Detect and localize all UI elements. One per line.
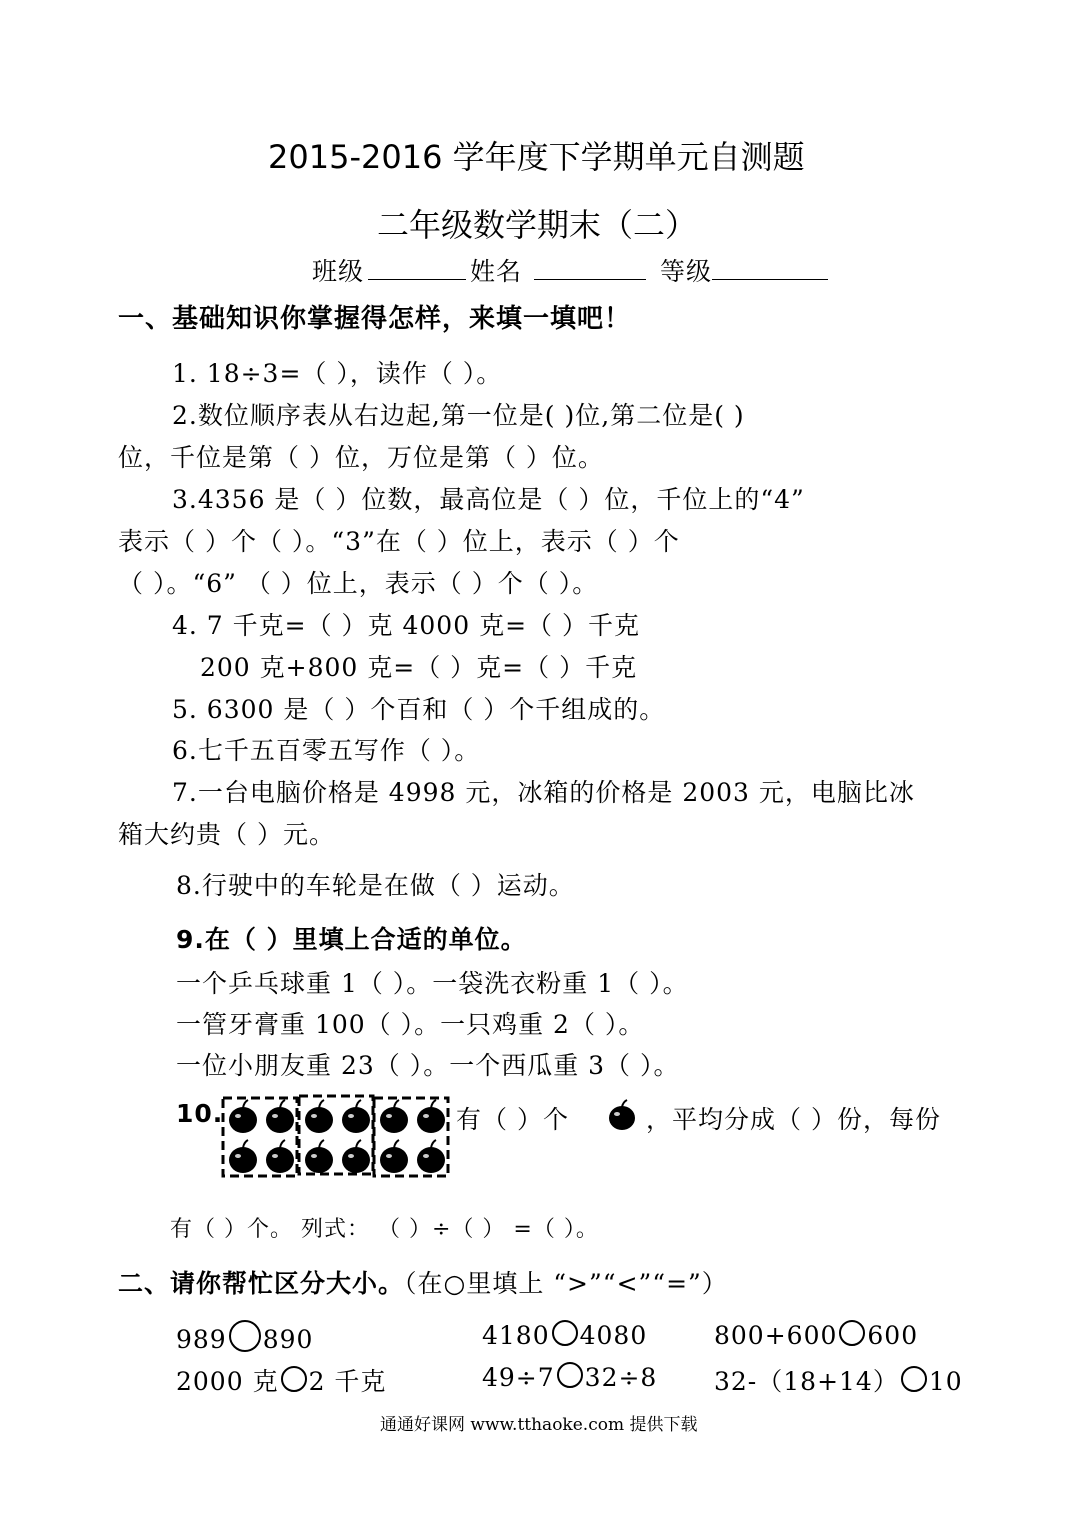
student-info-line	[312, 252, 832, 288]
question-10-line2: 有（ ）个。 列式： （ ）÷（ ） =（ ）。	[170, 1217, 599, 1242]
apple-5	[305, 1100, 333, 1133]
page-title: 2015-2016 学年度下学期单元自测题	[268, 138, 805, 176]
question-1: 1. 18÷3=（ ），读作（ ）。	[172, 359, 503, 388]
compare-circle-3[interactable]	[839, 1320, 865, 1346]
question-3-line3: （ ）。“6” （ ）位上，表示（ ）个（ ）。	[118, 569, 599, 598]
question-7-line2: 箱大约贵（ ）元。	[118, 820, 335, 849]
grade-field[interactable]	[712, 278, 828, 280]
class-label: 班级	[312, 257, 365, 286]
question-2-line1: 2.数位顺序表从右边起,第一位是( )位,第二位是( )	[172, 401, 745, 430]
question-7-line1: 7.一台电脑价格是 4998 元，冰箱的价格是 2003 元，电脑比冰	[172, 778, 915, 807]
class-field[interactable]	[368, 278, 466, 280]
page-subtitle: 二年级数学期末（二）	[377, 206, 698, 244]
compare-item-4: 2000 克 2 千克	[176, 1367, 387, 1396]
section2-heading-line	[118, 1264, 728, 1300]
apple-4	[266, 1140, 294, 1173]
compare-item-2: 4180 4080	[482, 1321, 648, 1350]
section1-heading: 一、基础知识你掌握得怎样，来填一填吧！	[118, 304, 632, 334]
question-5: 5. 6300 是（ ）个百和（ ）个千组成的。	[172, 695, 666, 724]
question-2-line2: 位，千位是第（ ）位，万位是第（ ）位。	[118, 443, 604, 472]
apple-groups-figure	[220, 1094, 452, 1180]
compare-item-3: 800+600 600	[714, 1321, 919, 1350]
question-10-text-a: 有（ ）个	[456, 1105, 569, 1134]
apple-12	[417, 1140, 445, 1173]
apple-7	[342, 1100, 370, 1133]
footer-text: 通通好课网 www.tthaoke.com 提供下载	[380, 1415, 698, 1435]
apple-9	[380, 1100, 408, 1133]
apple-icon	[605, 1098, 639, 1132]
grade-label: 等级	[660, 257, 713, 286]
apple-11	[417, 1100, 445, 1133]
apple-2	[229, 1140, 257, 1173]
compare-circle-4[interactable]	[281, 1366, 307, 1392]
question-9-line3: 一位小朋友重 23（ ）。一个西瓜重 3（ ）。	[176, 1051, 680, 1080]
question-3-line2: 表示（ ）个（ ）。“3”在（ ）位上，表示（ ）个	[118, 527, 680, 556]
question-10-number: 10.	[176, 1099, 224, 1128]
name-field[interactable]	[534, 278, 646, 280]
name-label: 姓名	[470, 257, 523, 286]
apple-1	[229, 1100, 257, 1133]
question-9-heading: 9.在（ ）里填上合适的单位。	[176, 925, 527, 954]
apple-3	[266, 1100, 294, 1133]
compare-item-6: 32-（18+14） 10	[714, 1367, 963, 1396]
compare-circle-5[interactable]	[557, 1362, 583, 1388]
compare-circle-2[interactable]	[552, 1320, 578, 1346]
compare-circle-6[interactable]	[901, 1366, 927, 1392]
apple-10	[380, 1140, 408, 1173]
section2-heading: 二、请你帮忙区分大小。	[118, 1269, 405, 1298]
question-8: 8.行驶中的车轮是在做（ ）运动。	[176, 871, 575, 900]
question-9-line2: 一管牙膏重 100（ ）。一只鸡重 2（ ）。	[176, 1010, 645, 1039]
question-10-text-b: ，平均分成（ ）份，每份	[646, 1105, 941, 1134]
section2-note: （在○里填上 “>”“<”“=”）	[404, 1269, 728, 1298]
question-6: 6.七千五百零五写作（ ）。	[172, 736, 481, 765]
question-4-line2: 200 克+800 克=（ ）克=（ ）千克	[200, 653, 638, 682]
question-3-line1: 3.4356 是（ ）位数，最高位是（ ）位，千位上的“4”	[172, 485, 805, 514]
apple-8	[342, 1140, 370, 1173]
compare-circle-1[interactable]	[229, 1320, 261, 1352]
compare-item-5: 49÷7 32÷8	[482, 1363, 658, 1392]
question-4-line1: 4. 7 千克=（ ）克 4000 克=（ ）千克	[172, 611, 640, 640]
question-9-line1: 一个乒乓球重 1（ ）。一袋洗衣粉重 1（ ）。	[176, 969, 689, 998]
compare-item-1: 989 890	[176, 1320, 313, 1354]
apple-6	[305, 1140, 333, 1173]
